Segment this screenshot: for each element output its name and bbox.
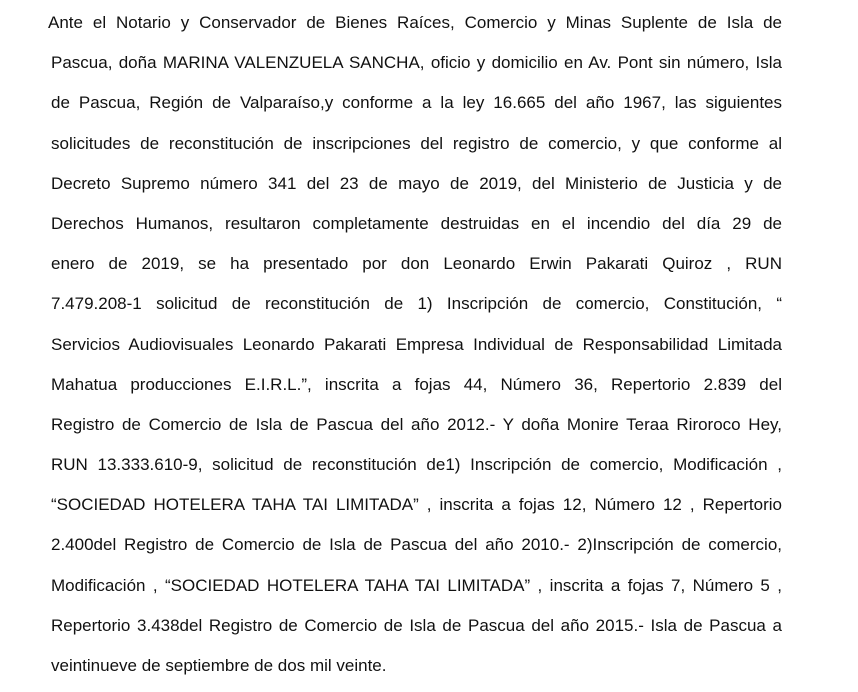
text-line: 7.479.208-1 solicitud de reconstitución de 1) Inscripción de comercio, Constitución, “ (51, 294, 782, 314)
text-line: Pascua, doña MARINA VALENZUELA SANCHA, oficio y domicilio en Av. Pont sin número, Isla (51, 53, 782, 73)
text-line: Ante el Notario y Conservador de Bienes Raíces, Comercio y Minas Suplente de Isla de (48, 13, 782, 32)
document-body (48, 9, 782, 692)
text-line: Mahatua producciones E.I.R.L.”, inscrita a fojas 44, Número 36, Repertorio 2.839 del (51, 374, 782, 394)
text-line: 2.400del Registro de Comercio de Isla de Pascua del año 2010.- 2)Inscripción de comercio, (51, 535, 782, 555)
text-line: RUN 13.333.610-9, solicitud de reconstitución de1) Inscripción de comercio, Modificación , (51, 455, 782, 475)
text-line: “SOCIEDAD HOTELERA TAHA TAI LIMITADA” , inscrita a fojas 12, Número 12 , Repertorio (51, 495, 782, 515)
text-line: Derechos Humanos, resultaron completamente destruidas en el incendio del día 29 de (51, 213, 782, 233)
text-line: de Pascua, Región de Valparaíso,y conforme a la ley 16.665 del año 1967, las siguientes (51, 93, 782, 113)
text-line: Modificación , “SOCIEDAD HOTELERA TAHA TAI LIMITADA” , inscrita a fojas 7, Número 5 , (51, 575, 782, 595)
text-line: solicitudes de reconstitución de inscripciones del registro de comercio, y que conforme al (51, 133, 782, 153)
text-line: veintinueve de septiembre de dos mil veinte. (51, 656, 387, 675)
text-line: Registro de Comercio de Isla de Pascua del año 2012.- Y doña Monire Teraa Riroroco Hey, (51, 414, 782, 434)
text-line: Servicios Audiovisuales Leonardo Pakarati Empresa Individual de Responsabilidad Limitada (51, 334, 782, 354)
text-line: Repertorio 3.438del Registro de Comercio de Isla de Pascua del año 2015.- Isla de Pascua a (51, 615, 782, 635)
text-line: Decreto Supremo número 341 del 23 de mayo de 2019, del Ministerio de Justicia y de (51, 173, 782, 193)
text-line: enero de 2019, se ha presentado por don Leonardo Erwin Pakarati Quiroz , RUN (51, 254, 782, 274)
